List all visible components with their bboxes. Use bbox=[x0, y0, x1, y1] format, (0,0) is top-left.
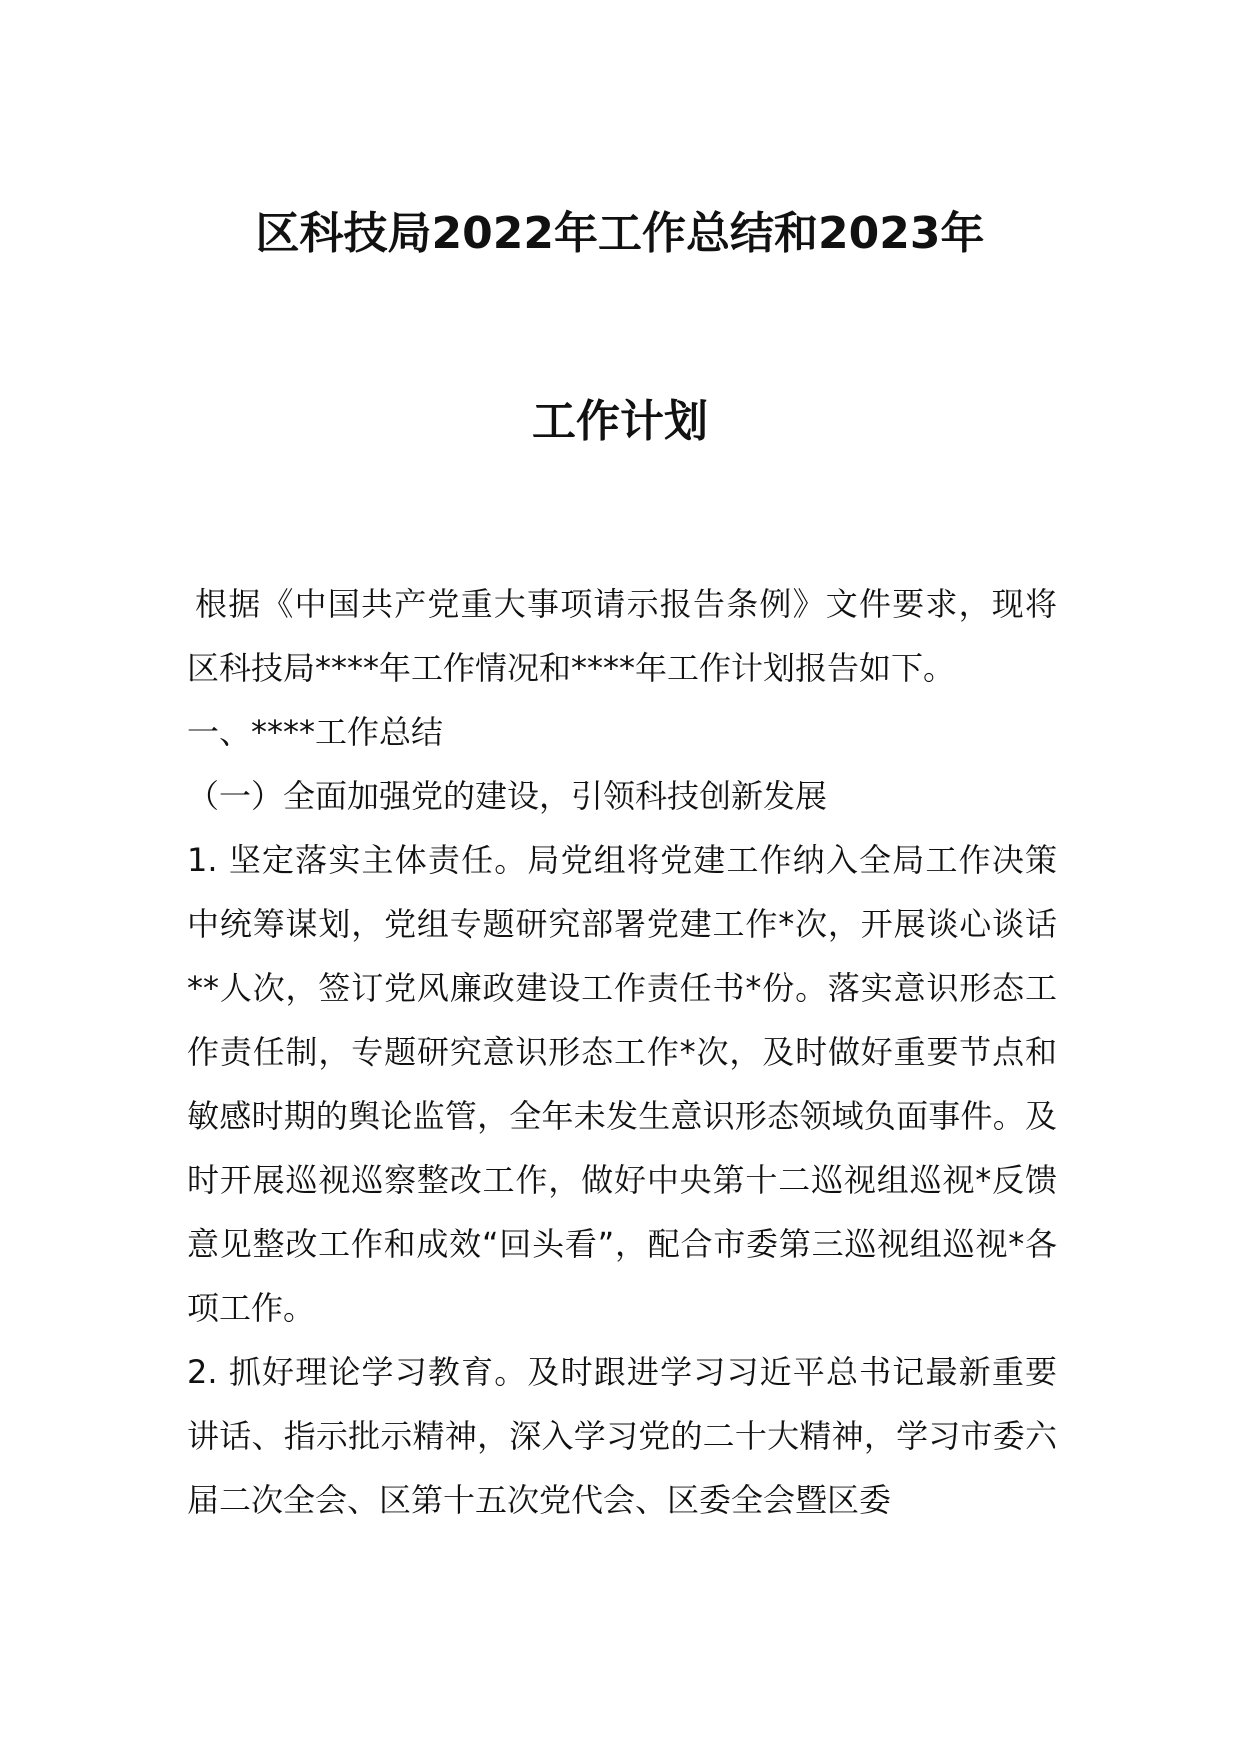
document-title-line-1: 区科技局2022年工作总结和2023年 bbox=[255, 208, 985, 259]
item-paragraph-2: 2. 抓好理论学习教育。及时跟进学习习近平总书记最新重要讲话、指示批示精神，深入学习党的二十大精神，学习市委六届二次全会、区第十五次党代会、区委全会暨区委 bbox=[187, 1353, 1057, 1519]
intro-paragraph: 根据《中国共产党重大事项请示报告条例》文件要求，现将区科技局****年工作情况和****年工作计划报告如下。 bbox=[187, 585, 1057, 687]
document-title-line-2: 工作计划 bbox=[532, 396, 708, 447]
subsection-heading-1: （一）全面加强党的建设，引领科技创新发展 bbox=[187, 777, 828, 815]
section-heading-1: 一、****工作总结 bbox=[187, 713, 444, 751]
item-paragraph-1: 1. 坚定落实主体责任。局党组将党建工作纳入全局工作决策中统筹谋划，党组专题研究部署党建工作*次，开展谈心谈话**人次，签订党风廉政建设工作责任书*份。落实意识形态工作责任制，专题研究意识形态工作*次，及时做好重要节点和敏感时期的舆论监管，全年未发生意识形态领域负面事件。及时开展巡视巡察整改工作，做好中央第十二巡视组巡视*反馈意见整改工作和成效“回头看”，配合市委第三巡视组巡视*各项工作。 bbox=[187, 841, 1057, 1327]
document-body bbox=[187, 572, 1057, 1532]
